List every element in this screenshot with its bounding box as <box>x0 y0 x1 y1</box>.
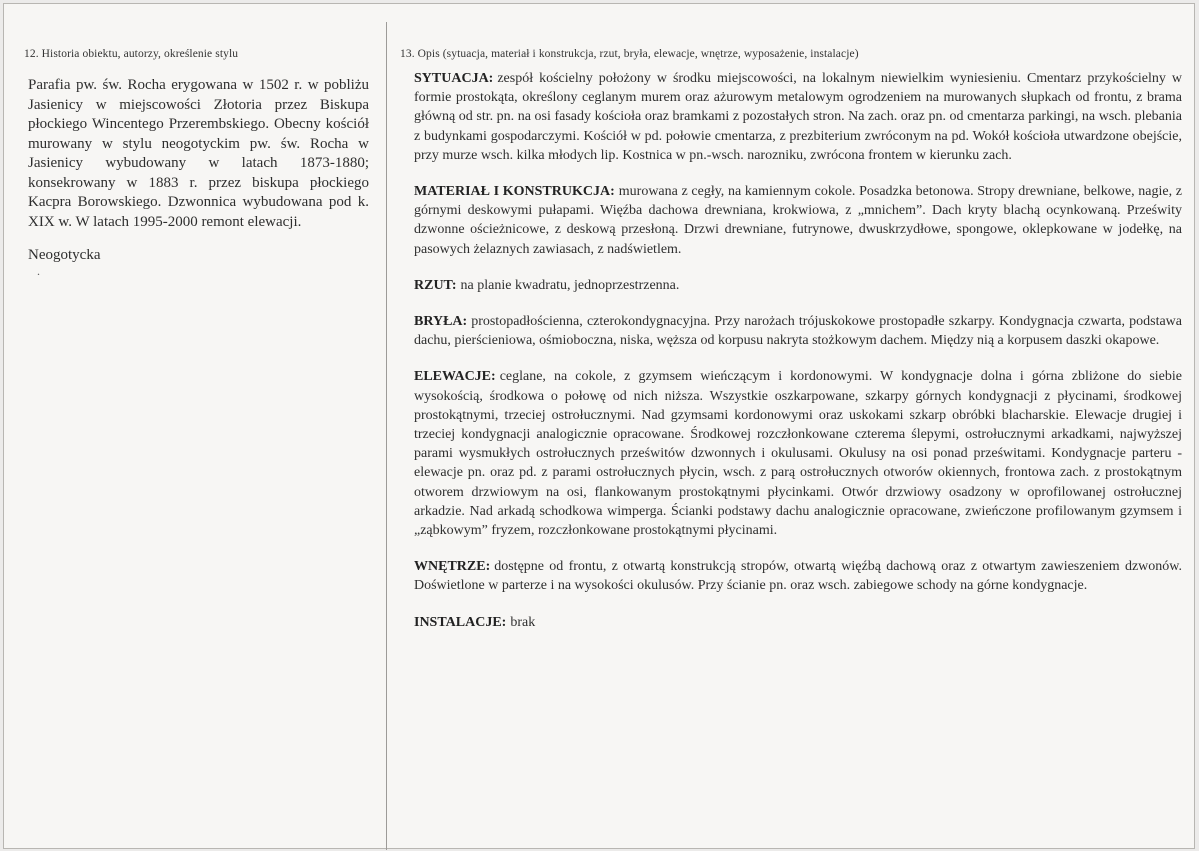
section-text: ceglane, na cokole, z gzymsem wieńczącym i kordonowymi. W kondygnacje dolna i górna zbliżone do siebie wysokością, środkowa o połowę od nich niższa. Wszystkie oszkarpowane, szkarpy górnych kondygnacji z płycinami, środkowej prostokątnymi, trzeciej ostrołucznymi. Nad gzymsami kordonowymi oraz uskokami szkarp obróbki blacharskie. Elewacje drugiej i trzeciej kondygnacji analogicznie opracowane. Środkowej rozczłonkowane czterema ślepymi, ostrołucznymi arkadkami, najwyższej parami wysmukłych ostrołucznych prześwitów dzwonnych i okulusami. Okulusy na osi ponad prześwitami. Kondygnacje parteru - elewacje pn. oraz pd. z parami ostrołucznych płycin, wsch. z parą ostrołucznych otworów okiennych, frontowa zach. z prostokątnym otworem drzwiowym na osi, flankowanym prostokątnymi płycinkami. Otwór drzwiowy osadzony w oprofilowanej ostrołucznej arkadzie. Nad arkadą schodkowa wimperga. Ścianki podstawy dachu analogicznie opracowane, zwieńczone profilowanym gzymsem i „ząbkowym” fryzem, rozczłonkowane prostokątnymi płycinami. <box>414 369 1182 539</box>
section-text: na planie kwadratu, jednoprzestrzenna. <box>460 277 680 293</box>
section-label: BRYŁA: <box>414 314 468 330</box>
section-label: WNĘTRZE: <box>414 559 491 575</box>
section-text: dostępne od frontu, z otwartą konstrukcją stropów, otwartą więźbą dachową oraz z otwartym zawieszeniem dzwonów. Doświetlone w parterze i na wysokości okulusów. Przy ścianie pn. oraz wsch. zabiegowe schody na górne kondygnacje. <box>414 559 1182 594</box>
column-divider <box>386 22 387 850</box>
section-label: RZUT: <box>414 277 457 293</box>
section-wnetrze <box>414 557 1182 595</box>
history-column <box>24 48 369 277</box>
section-elewacje <box>414 367 1182 540</box>
section-text: brak <box>510 614 536 630</box>
stray-dot: . <box>37 264 40 278</box>
description-heading: 13. Opis (sytuacja, materiał i konstrukcja, rzut, bryła, elewacje, wnętrze, wyposażenie, instalacje) <box>400 48 859 60</box>
section-sytuacja <box>414 69 1182 165</box>
section-label: MATERIAŁ I KONSTRUKCJA: <box>414 184 615 200</box>
section-label: SYTUACJA: <box>414 71 494 86</box>
style-text: Neogotycka <box>28 247 101 263</box>
section-material <box>414 182 1182 259</box>
description-column <box>400 48 1182 632</box>
section-label: ELEWACJE: <box>414 369 496 385</box>
section-text: prostopadłościenna, czterokondygnacyjna. Przy narożach trójuskokowe prostopadłe szkarpy. Kondygnacja czwarta, podstawa dachu, pierścieniowa, ośmioboczna, niska, węższa od korpusu nakryta stożkowym dachem. Między nią a korpusem daszki okapowe. <box>414 314 1182 349</box>
section-rzut <box>414 276 1182 295</box>
section-label: INSTALACJE: <box>414 614 507 630</box>
section-text: murowana z cegły, na kamiennym cokole. Posadzka betonowa. Stropy drewniane, belkowe, nagie, z górnymi deskowymi pułapami. Więźba dachowa drewniana, krokwiowa, z „mnichem”. Dach kryty blachą ocynkowaną. Prześwity dzwonne ościeżnicowe, z deskową przesłoną. Drzwi drewniane, futrynowe, dwuskrzydłowe, spongowe, oklepkowane w jodełkę, na pasowych żelaznych zawiasach, z nadświetlem. <box>414 184 1182 257</box>
section-bryla <box>414 312 1182 350</box>
document-sheet <box>3 3 1195 849</box>
history-heading: 12. Historia obiektu, autorzy, określenie stylu <box>24 48 239 60</box>
history-text: Parafia pw. św. Rocha erygowana w 1502 r. w pobliżu Jasienicy w miejscowości Złotoria przez Biskupa płockiego Wincentego Przerembskiego. Obecny kościół murowany w stylu neogotyckim pw. św. Rocha w Jasienicy wybudowany w latach 1873-1880; konsekrowany w 1883 r. przez biskupa płockiego Kacpra Borowskiego. Dzwonnica wybudowana pod k. XIX w. W latach 1995-2000 remont elewacji. <box>28 77 369 230</box>
section-instalacje <box>414 613 1182 632</box>
section-text: zespół kościelny położony w środku miejscowości, na lokalnym niewielkim wyniesieniu. Cmentarz przykościelny w formie prostokąta, określony ceglanym murem oraz ażurowym metalowym ogrodzeniem na murowanych słupkach od frontu, z brama główną od str. pn. na osi fasady kościoła oraz bramkami z pozostałych stron. Na zach. oraz pn. od cmentarza parkingi, na wsch. plebania z budynkami gospodarczymi. Kościół w pd. połowie cmentarza, z prezbiterium zwróconym na pd. Wokół kościoła utwardzone obejście, przy murze wsch. kilka młodych lip. Kostnica w pn.-wsch. narozniku, zwrócona frontem w kierunku zach. <box>414 71 1182 163</box>
